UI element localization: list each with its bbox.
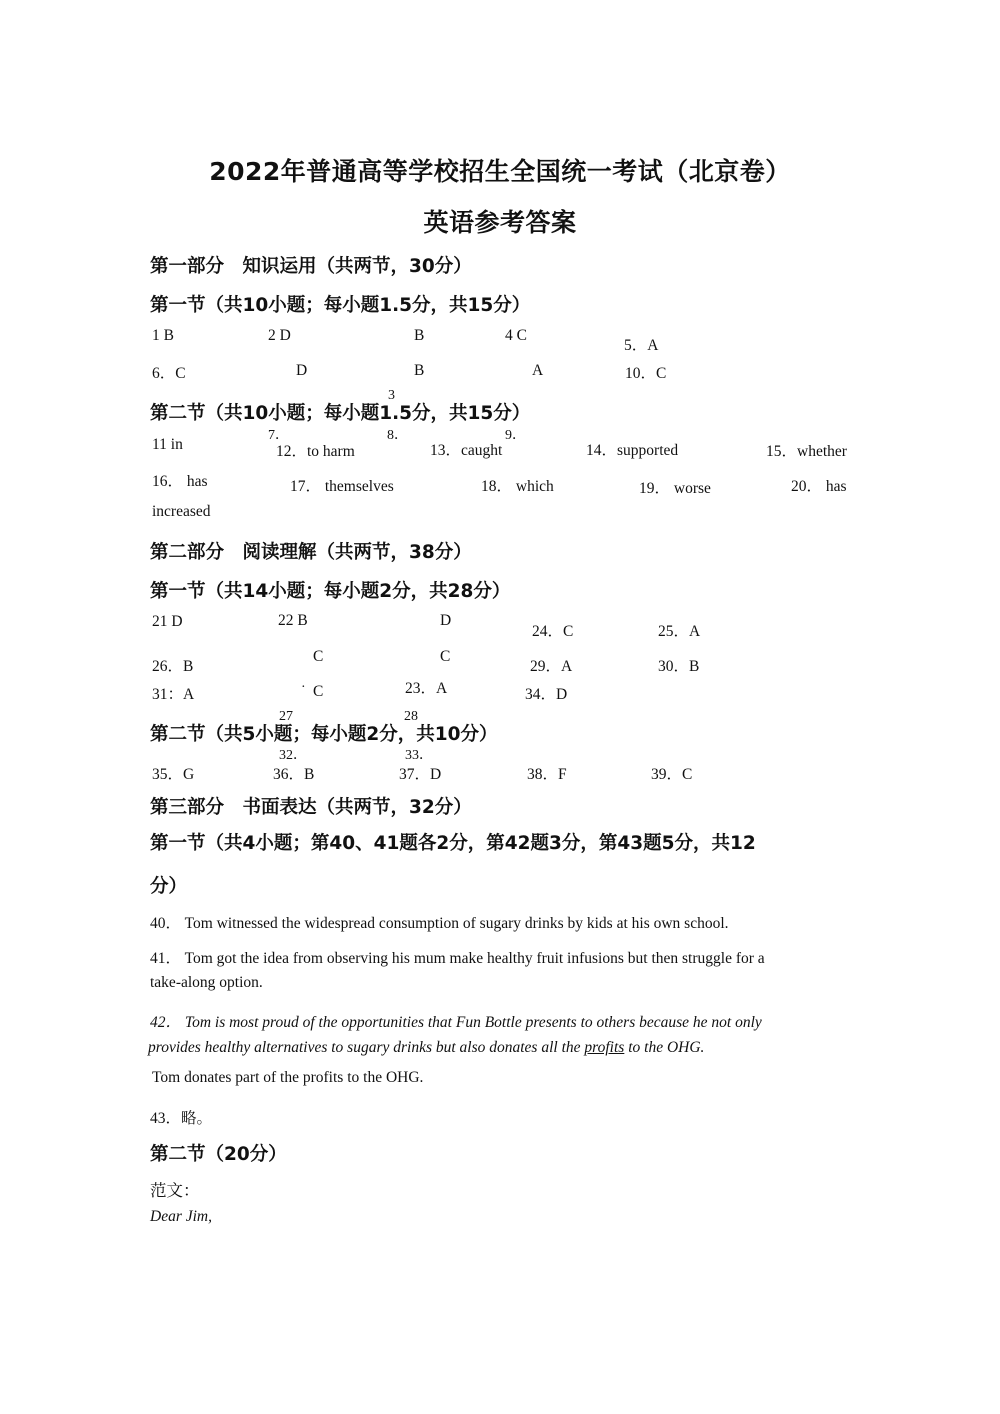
answer: C: [440, 648, 451, 665]
part3-heading: 第三部分 书面表达（共两节，32分）: [150, 797, 472, 818]
part1-sec1-heading: 第一节（共10小题；每小题1.5分，共15分）: [150, 295, 531, 316]
stray-number: 9．: [505, 428, 526, 443]
answer-40: 40． Tom witnessed the widespread consumption of sugary drinks by kids at his own school.: [150, 915, 729, 932]
answer: 39．C: [651, 766, 693, 783]
stray-number: 28: [404, 709, 418, 724]
answer: 10．C: [625, 365, 667, 382]
page-title: 2022年普通高等学校招生全国统一考试（北京卷）: [209, 157, 791, 186]
answer: C: [313, 683, 324, 700]
answer: 13．caught: [430, 442, 503, 459]
stray-number: 7．: [268, 428, 289, 443]
page-subtitle: 英语参考答案: [423, 208, 577, 237]
answer: 24．C: [532, 623, 574, 640]
answer: 5．A: [624, 337, 659, 354]
answer: 18． which: [481, 478, 554, 495]
answer: 34．D: [525, 686, 568, 703]
answer: 35．G: [152, 766, 195, 783]
stray-number: 3: [388, 388, 395, 403]
answer-42-text-end: to the OHG.: [628, 1039, 705, 1056]
answer: 12．to harm: [276, 443, 355, 460]
answer: 6．C: [152, 365, 186, 382]
answer-42-alt: Tom donates part of the profits to the OHG.: [152, 1069, 424, 1086]
part3-sec1-heading: 第一节（共4小题；第40、41题各2分，第42题3分，第43题5分，共12: [150, 833, 756, 854]
part1-sec2-heading: 第二节（共10小题；每小题1.5分，共15分）: [150, 403, 531, 424]
stray-number: 8．: [387, 428, 408, 443]
answer-42-cont: [148, 1039, 704, 1057]
answer: B: [414, 362, 425, 379]
answer: 25．A: [658, 623, 701, 640]
answer: 1 B: [152, 327, 174, 344]
answer: 37．D: [399, 766, 442, 783]
answer: 29．A: [530, 658, 573, 675]
answer-43: 43．略。: [150, 1110, 213, 1127]
answer-42-text: provides healthy alternatives to sugary drinks but also donates all the: [148, 1039, 581, 1056]
stray-number: 32．: [279, 748, 307, 763]
answer: 15．whether: [766, 443, 847, 460]
answer: 17． themselves: [290, 478, 394, 495]
answer: 31：A: [152, 686, 195, 703]
stray-number: 33．: [405, 748, 433, 763]
answer-42: 42． Tom is most proud of the opportunities that Fun Bottle presents to others because he not only: [150, 1014, 762, 1031]
answer: D: [296, 362, 308, 379]
answer: 4 C: [505, 327, 527, 344]
answer: 26．B: [152, 658, 194, 675]
answer: B: [414, 327, 425, 344]
part1-heading: 第一部分 知识运用（共两节，30分）: [150, 256, 472, 277]
answer: 23．A: [405, 680, 448, 697]
answer: 38．F: [527, 766, 567, 783]
stray-number: 27: [279, 709, 293, 724]
answer: 30．B: [658, 658, 700, 675]
answer: 19． worse: [639, 480, 711, 497]
part3-sec2-heading: 第二节（20分）: [150, 1144, 287, 1165]
answer-wrap: increased: [152, 503, 211, 520]
answer: 11 in: [152, 436, 183, 453]
answer-42-underlined: profits: [584, 1039, 625, 1056]
answer: 2 D: [268, 327, 291, 344]
answer: A: [532, 362, 544, 379]
stray-mark: ·: [301, 680, 306, 695]
part3-sec1-heading-cont: 分）: [150, 876, 188, 897]
answer-41-cont: take-along option.: [150, 974, 263, 991]
answer: 20． has: [791, 478, 847, 495]
salutation: Dear Jim,: [150, 1208, 212, 1225]
answer: D: [440, 612, 452, 629]
part2-sec2-heading: 第二节（共5小题；每小题2分，共10分）: [150, 724, 498, 745]
answer: 21 D: [152, 613, 183, 630]
answer-41: 41． Tom got the idea from observing his mum make healthy fruit infusions but then struggle for a: [150, 950, 765, 967]
answer: 16． has: [152, 473, 208, 490]
answer: 22 B: [278, 612, 308, 629]
sample-label: 范文：: [150, 1181, 200, 1200]
part2-heading: 第二部分 阅读理解（共两节，38分）: [150, 542, 472, 563]
answer: 14．supported: [586, 442, 679, 459]
answer: C: [313, 648, 324, 665]
answer: 36．B: [273, 766, 315, 783]
part2-sec1-heading: 第一节（共14小题；每小题2分，共28分）: [150, 581, 511, 602]
